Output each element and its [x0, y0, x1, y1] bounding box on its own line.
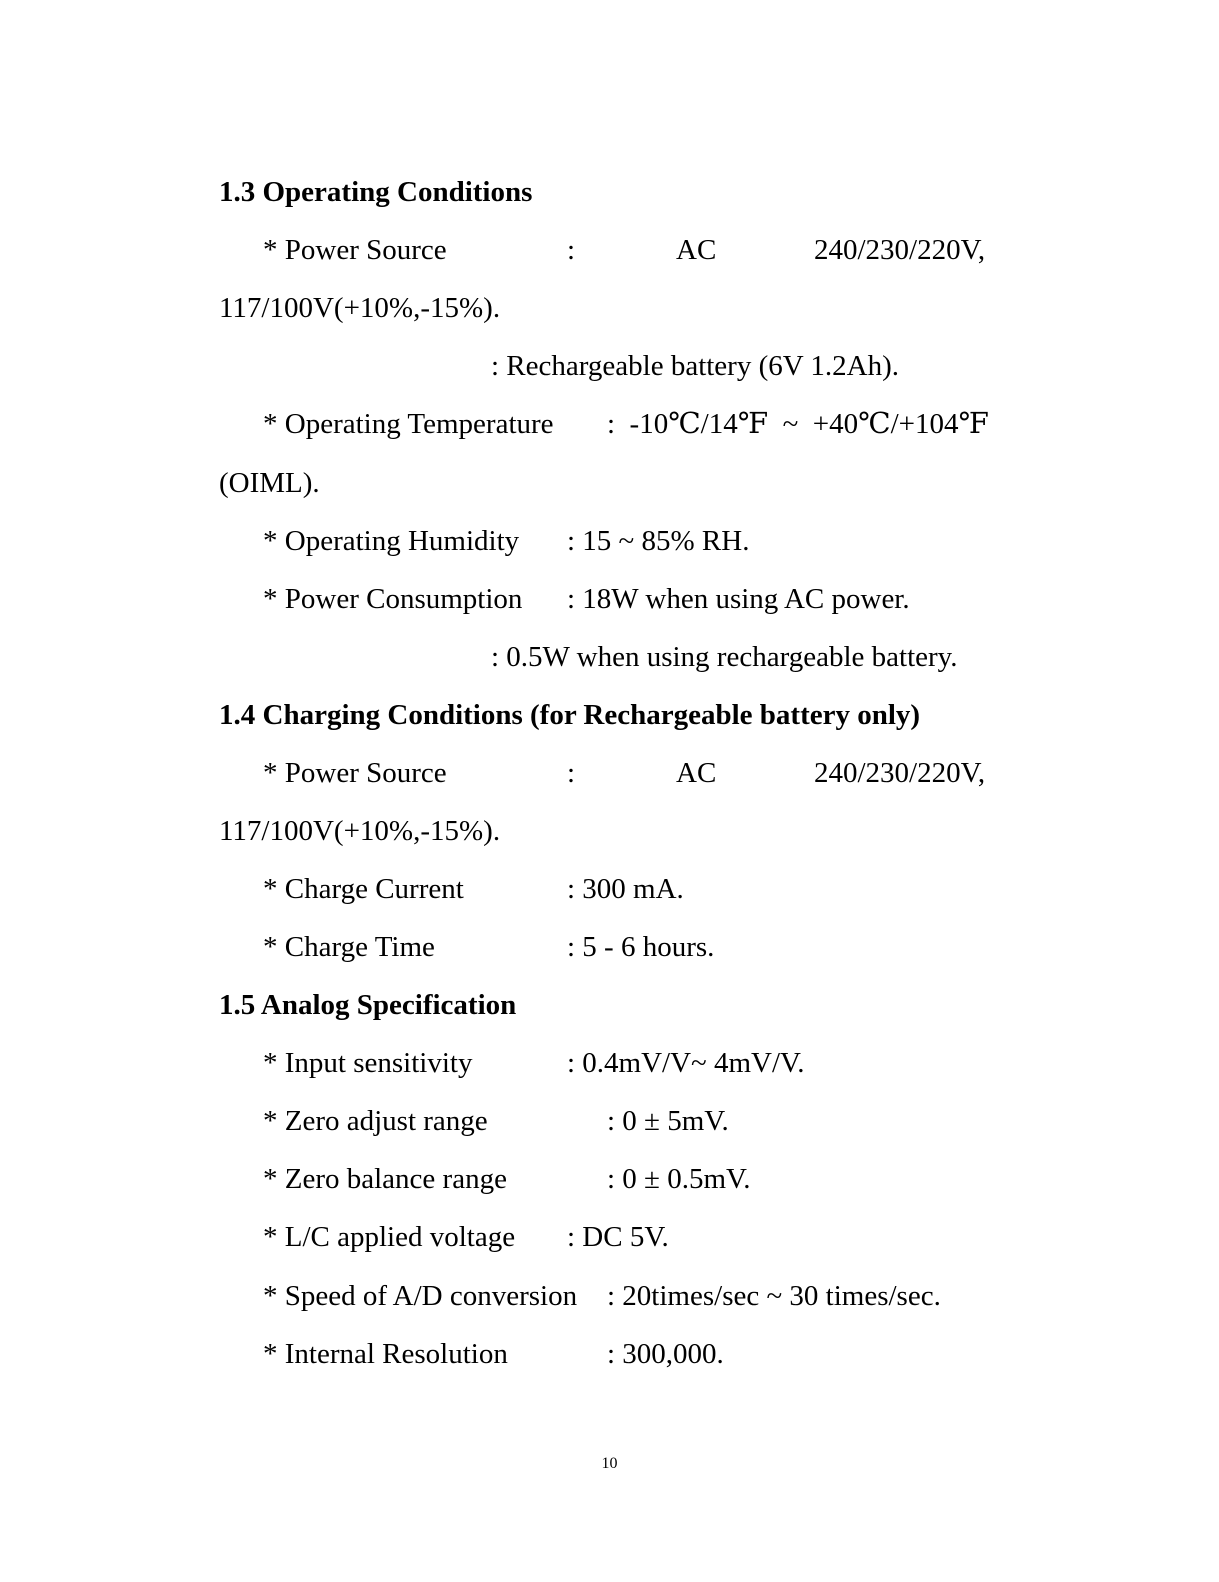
spec-value-power-consumption: : 18W when using AC power.	[567, 583, 910, 615]
spec-label-ad-conversion-speed: * Speed of A/D conversion	[263, 1280, 578, 1312]
spec-label-power-consumption: * Power Consumption	[263, 583, 523, 615]
spec-value-charge-time: : 5 - 6 hours.	[567, 931, 715, 963]
spec-value-continuation: (OIML).	[219, 467, 320, 499]
spec-label-input-sensitivity: * Input sensitivity	[263, 1047, 473, 1079]
spec-label-internal-resolution: * Internal Resolution	[263, 1338, 508, 1370]
spec-value-continuation: 117/100V(+10%,-15%).	[219, 815, 501, 847]
spec-label-operating-temperature: * Operating Temperature	[263, 408, 554, 440]
spec-label-charge-time: * Charge Time	[263, 931, 435, 963]
page-number: 10	[601, 1455, 618, 1472]
section-heading-operating-conditions: 1.3 Operating Conditions	[219, 176, 533, 208]
spec-value-battery: : Rechargeable battery (6V 1.2Ah).	[491, 350, 900, 382]
spec-value-continuation: 117/100V(+10%,-15%).	[219, 292, 501, 324]
spec-colon: :	[567, 757, 576, 789]
section-heading-analog-specification: 1.5 Analog Specification	[219, 989, 517, 1021]
spec-value-operating-temperature: : -10℃/14℉ ~ +40℃/+104℉	[607, 408, 989, 440]
spec-label-zero-balance-range: * Zero balance range	[263, 1163, 507, 1195]
spec-label-charge-current: * Charge Current	[263, 873, 464, 905]
spec-value-charge-current: : 300 mA.	[567, 873, 684, 905]
section-heading-charging-conditions: 1.4 Charging Conditions (for Rechargeable battery only)	[219, 699, 921, 731]
spec-label-power-source: * Power Source	[263, 757, 447, 789]
spec-value-zero-balance-range: : 0 ± 0.5mV.	[607, 1163, 751, 1195]
spec-label-operating-humidity: * Operating Humidity	[263, 525, 520, 557]
spec-label-zero-adjust-range: * Zero adjust range	[263, 1105, 488, 1137]
spec-value-zero-adjust-range: : 0 ± 5mV.	[607, 1105, 729, 1137]
spec-value-voltage: 240/230/220V,	[814, 234, 986, 266]
spec-value-ac: AC	[676, 757, 717, 789]
spec-value-ad-conversion-speed: : 20times/sec ~ 30 times/sec.	[607, 1280, 941, 1312]
spec-value-ac: AC	[676, 234, 717, 266]
spec-value-operating-humidity: : 15 ~ 85% RH.	[567, 525, 750, 557]
spec-value-lc-applied-voltage: : DC 5V.	[567, 1221, 669, 1253]
spec-colon: :	[567, 234, 576, 266]
spec-label-power-source: * Power Source	[263, 234, 447, 266]
spec-value-power-consumption-battery: : 0.5W when using rechargeable battery.	[491, 641, 958, 673]
spec-label-lc-applied-voltage: * L/C applied voltage	[263, 1221, 516, 1253]
spec-value-internal-resolution: : 300,000.	[607, 1338, 724, 1370]
spec-value-input-sensitivity: : 0.4mV/V~ 4mV/V.	[567, 1047, 805, 1079]
spec-value-voltage: 240/230/220V,	[814, 757, 986, 789]
